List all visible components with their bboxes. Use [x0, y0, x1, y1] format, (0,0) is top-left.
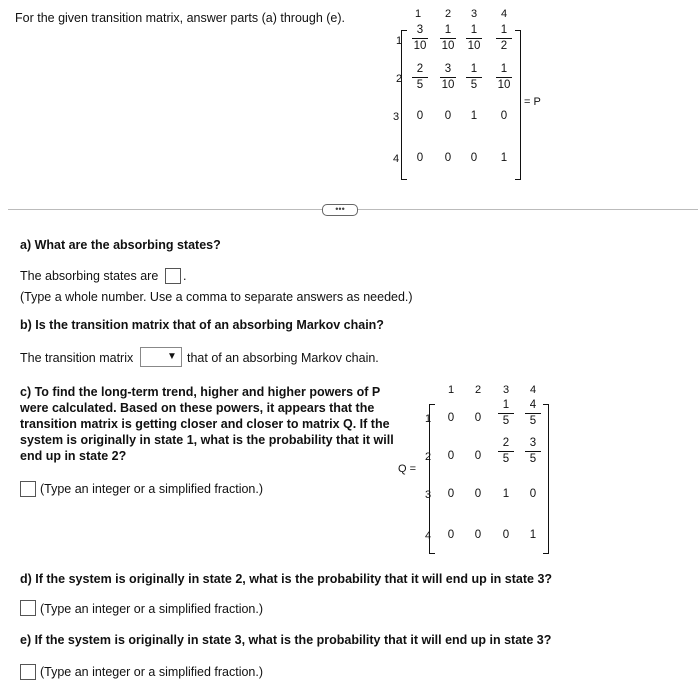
part-a-prefix: The absorbing states are [20, 269, 159, 283]
matrix-p-cell: 0 [444, 110, 452, 122]
matrix-p-col-label: 2 [444, 8, 452, 20]
matrix-q-col-label: 4 [529, 384, 537, 396]
matrix-q-cell: 0 [447, 412, 455, 424]
matrix-q-col-label: 3 [502, 384, 510, 396]
part-a-hint: (Type a whole number. Use a comma to separate answers as needed.) [20, 290, 413, 304]
part-c-line: c) To find the long-term trend, higher and higher powers of P [20, 385, 381, 399]
part-a-question: a) What are the absorbing states? [20, 238, 221, 252]
matrix-q-cell: 0 [447, 529, 455, 541]
matrix-p-cell: 2 5 [406, 63, 434, 92]
part-a-suffix: . [183, 269, 187, 283]
part-c-line: end up in state 2? [20, 449, 127, 463]
matrix-p-cell: 1 [470, 110, 478, 122]
matrix-q-col-label: 1 [447, 384, 455, 396]
matrix-p-label: = P [524, 96, 541, 108]
matrix-p-cell: 0 [416, 110, 424, 122]
matrix-q-label: Q = [398, 463, 417, 475]
matrix-p-col-label: 4 [500, 8, 508, 20]
absorbing-states-input[interactable] [165, 268, 181, 284]
part-e-question: e) If the system is originally in state 3, what is the probability that it will end up in state 3? [20, 633, 552, 647]
matrix-p-cell: 0 [500, 110, 508, 122]
matrix-q-row-label: 1 [425, 413, 432, 425]
matrix-q-row-label: 4 [425, 530, 432, 542]
matrix-q-col-label: 2 [474, 384, 482, 396]
more-options-icon[interactable]: ••• [322, 204, 358, 216]
matrix-p-cell: 1 2 [490, 24, 518, 53]
part-b-suffix: that of an absorbing Markov chain. [187, 351, 379, 365]
matrix-q-cell: 0 [474, 412, 482, 424]
matrix-q-cell: 0 [474, 450, 482, 462]
matrix-q-cell: 0 [447, 450, 455, 462]
matrix-q-cell: 0 [474, 488, 482, 500]
part-c-answer-input[interactable] [20, 481, 36, 497]
part-b-prefix: The transition matrix [20, 351, 134, 365]
matrix-p-row-label: 4 [393, 153, 400, 165]
matrix-q-cell: 3 5 [519, 437, 547, 466]
matrix-p-cell: 3 10 [413, 24, 427, 52]
matrix-p-cell: 0 [444, 152, 452, 164]
matrix-q-row-label: 3 [425, 489, 432, 501]
matrix-p-row-label: 2 [396, 73, 403, 85]
part-d-answer-input[interactable] [20, 600, 36, 616]
part-e-answer-input[interactable] [20, 664, 36, 680]
matrix-q-cell: 4 5 [519, 399, 547, 428]
matrix-p-cell: 1 10 [467, 24, 481, 52]
matrix-q-cell: 1 [529, 529, 537, 541]
chevron-down-icon: ▼ [167, 351, 177, 362]
matrix-q-cell: 0 [502, 529, 510, 541]
part-c-line: were calculated. Based on these powers, it appears that the [20, 401, 375, 415]
part-c-hint: (Type an integer or a simplified fraction.) [40, 482, 264, 496]
matrix-q-left-bracket [429, 404, 435, 554]
absorbing-chain-dropdown[interactable] [140, 347, 182, 367]
matrix-q-cell: 0 [447, 488, 455, 500]
matrix-q-cell: 0 [474, 529, 482, 541]
matrix-p-cell: 1 10 [497, 63, 511, 91]
matrix-p-row-label: 1 [396, 35, 403, 47]
part-e-hint: (Type an integer or a simplified fraction.) [40, 665, 264, 679]
matrix-p-cell: 0 [416, 152, 424, 164]
matrix-q-cell: 1 5 [492, 399, 520, 428]
part-c-line: transition matrix is getting closer and closer to matrix Q. If the [20, 417, 390, 431]
part-d-question: d) If the system is originally in state 2, what is the probability that it will end up in state 3? [20, 572, 553, 586]
matrix-q-row-label: 2 [425, 451, 432, 463]
matrix-q-cell: 1 [502, 488, 510, 500]
matrix-p-cell: 1 10 [441, 24, 455, 52]
matrix-q-cell: 2 5 [492, 437, 520, 466]
part-d-hint: (Type an integer or a simplified fraction.) [40, 602, 264, 616]
matrix-p-col-label: 1 [414, 8, 422, 20]
intro-text: For the given transition matrix, answer parts (a) through (e). [15, 11, 345, 25]
part-b-question: b) Is the transition matrix that of an absorbing Markov chain? [20, 318, 384, 332]
matrix-p-cell: 1 [500, 152, 508, 164]
matrix-p-cell: 0 [470, 152, 478, 164]
matrix-p-col-label: 3 [470, 8, 478, 20]
matrix-p-row-label: 3 [393, 111, 400, 123]
matrix-q-cell: 0 [529, 488, 537, 500]
matrix-p-cell: 3 10 [441, 63, 455, 91]
part-c-line: system is originally in state 1, what is the probability that it will [20, 433, 394, 447]
matrix-p-cell: 1 5 [460, 63, 488, 92]
